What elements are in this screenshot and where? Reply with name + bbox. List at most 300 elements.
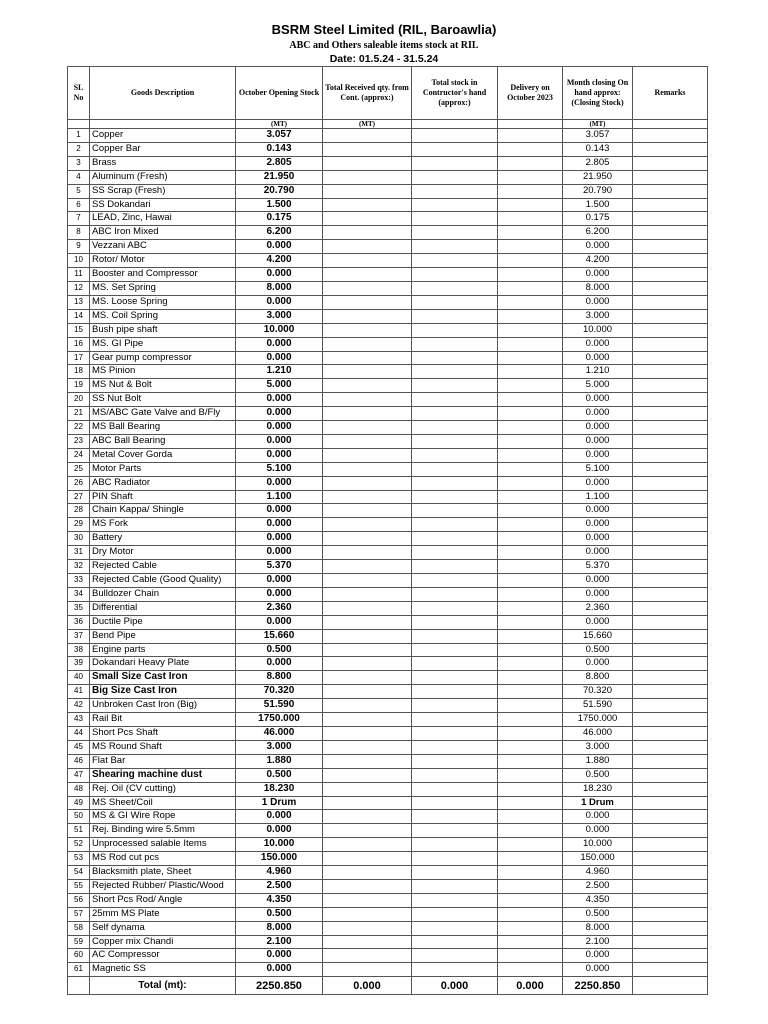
table-row [68, 240, 708, 254]
row-contractor-stock [412, 490, 498, 504]
row-opening-stock: 2.360 [236, 601, 323, 615]
row-description: Unprocessed salable Items [90, 838, 236, 852]
row-remarks [633, 268, 708, 282]
table-row [68, 129, 708, 143]
row-delivery [498, 601, 563, 615]
table-row [68, 935, 708, 949]
row-description: Copper Bar [90, 142, 236, 156]
row-received [323, 587, 412, 601]
col-sl-header: SL No [68, 67, 90, 120]
table-row [68, 226, 708, 240]
row-sl: 2 [68, 142, 90, 156]
row-sl: 54 [68, 866, 90, 880]
row-received [323, 407, 412, 421]
row-contractor-stock [412, 866, 498, 880]
table-row [68, 448, 708, 462]
col-desc-header: Goods Description [90, 67, 236, 120]
row-delivery [498, 490, 563, 504]
row-received [323, 615, 412, 629]
row-contractor-stock [412, 129, 498, 143]
row-received [323, 601, 412, 615]
row-opening-stock: 3.057 [236, 129, 323, 143]
row-delivery [498, 156, 563, 170]
row-remarks [633, 796, 708, 810]
row-remarks [633, 671, 708, 685]
row-received [323, 685, 412, 699]
table-row [68, 337, 708, 351]
row-opening-stock: 0.500 [236, 907, 323, 921]
row-contractor-stock [412, 240, 498, 254]
row-delivery [498, 587, 563, 601]
row-description: SS Nut Bolt [90, 393, 236, 407]
row-contractor-stock [412, 532, 498, 546]
row-received [323, 838, 412, 852]
row-contractor-stock [412, 782, 498, 796]
row-sl: 45 [68, 740, 90, 754]
row-opening-stock: 0.000 [236, 587, 323, 601]
row-sl: 25 [68, 462, 90, 476]
row-description: Chain Kappa/ Shingle [90, 504, 236, 518]
row-contractor-stock [412, 657, 498, 671]
row-delivery [498, 462, 563, 476]
row-delivery [498, 796, 563, 810]
row-received [323, 671, 412, 685]
row-remarks [633, 893, 708, 907]
row-remarks [633, 532, 708, 546]
row-delivery [498, 365, 563, 379]
row-description: Metal Cover Gorda [90, 448, 236, 462]
row-contractor-stock [412, 699, 498, 713]
row-received [323, 198, 412, 212]
row-closing-stock: 1.880 [563, 754, 633, 768]
row-contractor-stock [412, 852, 498, 866]
row-remarks [633, 407, 708, 421]
row-description: MS & GI Wire Rope [90, 810, 236, 824]
row-opening-stock: 51.590 [236, 699, 323, 713]
table-row [68, 532, 708, 546]
row-remarks [633, 281, 708, 295]
table-row [68, 170, 708, 184]
row-opening-stock: 2.805 [236, 156, 323, 170]
row-opening-stock: 0.000 [236, 448, 323, 462]
table-row [68, 407, 708, 421]
row-sl: 33 [68, 574, 90, 588]
row-delivery [498, 240, 563, 254]
row-description: Rejected Rubber/ Plastic/Wood [90, 879, 236, 893]
row-description: Bend Pipe [90, 629, 236, 643]
row-contractor-stock [412, 351, 498, 365]
row-remarks [633, 921, 708, 935]
row-sl: 47 [68, 768, 90, 782]
row-remarks [633, 295, 708, 309]
row-received [323, 254, 412, 268]
table-row [68, 907, 708, 921]
row-description: MS Rod cut pcs [90, 852, 236, 866]
row-opening-stock: 0.175 [236, 212, 323, 226]
row-delivery [498, 685, 563, 699]
row-sl: 43 [68, 713, 90, 727]
row-received [323, 643, 412, 657]
row-opening-stock: 5.000 [236, 379, 323, 393]
row-remarks [633, 184, 708, 198]
row-received [323, 309, 412, 323]
table-row [68, 323, 708, 337]
row-delivery [498, 879, 563, 893]
row-closing-stock: 0.000 [563, 518, 633, 532]
row-contractor-stock [412, 740, 498, 754]
col-received-header: Total Received qty. from Cont. (approx:) [323, 67, 412, 120]
row-description: MS Nut & Bolt [90, 379, 236, 393]
row-contractor-stock [412, 254, 498, 268]
row-closing-stock: 15.660 [563, 629, 633, 643]
row-delivery [498, 170, 563, 184]
row-sl: 22 [68, 421, 90, 435]
row-sl: 51 [68, 824, 90, 838]
table-row [68, 309, 708, 323]
table-row [68, 268, 708, 282]
col-delivery-header: Delivery on October 2023 [498, 67, 563, 120]
unit-closing: (MT) [563, 120, 633, 129]
row-remarks [633, 212, 708, 226]
row-remarks [633, 601, 708, 615]
row-received [323, 740, 412, 754]
table-row [68, 754, 708, 768]
row-remarks [633, 963, 708, 977]
units-row [68, 120, 708, 129]
row-delivery [498, 281, 563, 295]
row-opening-stock: 0.000 [236, 476, 323, 490]
row-contractor-stock [412, 949, 498, 963]
row-closing-stock: 5.370 [563, 560, 633, 574]
row-delivery [498, 309, 563, 323]
row-opening-stock: 0.000 [236, 657, 323, 671]
row-sl: 41 [68, 685, 90, 699]
row-contractor-stock [412, 518, 498, 532]
row-description: Booster and Compressor [90, 268, 236, 282]
row-delivery [498, 226, 563, 240]
row-remarks [633, 518, 708, 532]
table-row [68, 295, 708, 309]
row-received [323, 323, 412, 337]
row-delivery [498, 546, 563, 560]
col-opening-header: October Opening Stock [236, 67, 323, 120]
row-closing-stock: 0.143 [563, 142, 633, 156]
row-sl: 32 [68, 560, 90, 574]
table-header-row [68, 67, 708, 120]
row-sl: 3 [68, 156, 90, 170]
row-contractor-stock [412, 824, 498, 838]
row-delivery [498, 476, 563, 490]
row-delivery [498, 518, 563, 532]
row-received [323, 907, 412, 921]
row-contractor-stock [412, 754, 498, 768]
row-contractor-stock [412, 421, 498, 435]
row-closing-stock: 150.000 [563, 852, 633, 866]
row-contractor-stock [412, 810, 498, 824]
row-description: ABC Radiator [90, 476, 236, 490]
row-description: Copper [90, 129, 236, 143]
row-delivery [498, 421, 563, 435]
row-closing-stock: 51.590 [563, 699, 633, 713]
row-received [323, 434, 412, 448]
row-delivery [498, 671, 563, 685]
row-delivery [498, 699, 563, 713]
row-sl: 12 [68, 281, 90, 295]
row-closing-stock: 5.000 [563, 379, 633, 393]
row-description: Blacksmith plate, Sheet [90, 866, 236, 880]
row-closing-stock: 0.000 [563, 574, 633, 588]
row-description: Shearing machine dust [90, 768, 236, 782]
row-closing-stock: 4.350 [563, 893, 633, 907]
row-contractor-stock [412, 643, 498, 657]
row-opening-stock: 2.500 [236, 879, 323, 893]
row-remarks [633, 838, 708, 852]
row-description: Aluminum (Fresh) [90, 170, 236, 184]
row-received [323, 866, 412, 880]
row-remarks [633, 546, 708, 560]
unit-received: (MT) [323, 120, 412, 129]
row-received [323, 768, 412, 782]
row-received [323, 281, 412, 295]
col-remarks-header: Remarks [633, 67, 708, 120]
row-delivery [498, 295, 563, 309]
row-contractor-stock [412, 309, 498, 323]
row-remarks [633, 949, 708, 963]
row-contractor-stock [412, 212, 498, 226]
row-received [323, 268, 412, 282]
row-closing-stock: 0.000 [563, 532, 633, 546]
table-row [68, 879, 708, 893]
row-description: Battery [90, 532, 236, 546]
table-row [68, 560, 708, 574]
row-remarks [633, 393, 708, 407]
row-description: ABC Ball Bearing [90, 434, 236, 448]
row-contractor-stock [412, 671, 498, 685]
row-contractor-stock [412, 587, 498, 601]
row-closing-stock: 0.000 [563, 393, 633, 407]
row-delivery [498, 615, 563, 629]
row-delivery [498, 866, 563, 880]
row-received [323, 852, 412, 866]
row-remarks [633, 587, 708, 601]
row-delivery [498, 824, 563, 838]
row-remarks [633, 657, 708, 671]
row-received [323, 156, 412, 170]
table-row [68, 949, 708, 963]
row-remarks [633, 129, 708, 143]
row-sl: 34 [68, 587, 90, 601]
row-received [323, 560, 412, 574]
row-delivery [498, 254, 563, 268]
row-opening-stock: 0.000 [236, 407, 323, 421]
row-remarks [633, 198, 708, 212]
row-received [323, 546, 412, 560]
row-closing-stock: 1750.000 [563, 713, 633, 727]
table-row [68, 615, 708, 629]
row-delivery [498, 921, 563, 935]
row-opening-stock: 0.000 [236, 393, 323, 407]
table-row [68, 490, 708, 504]
row-sl: 23 [68, 434, 90, 448]
row-received [323, 490, 412, 504]
row-delivery [498, 810, 563, 824]
row-closing-stock: 6.200 [563, 226, 633, 240]
row-remarks [633, 337, 708, 351]
row-description: Bush pipe shaft [90, 323, 236, 337]
row-delivery [498, 949, 563, 963]
row-closing-stock: 3.057 [563, 129, 633, 143]
row-sl: 59 [68, 935, 90, 949]
row-sl: 48 [68, 782, 90, 796]
row-closing-stock: 46.000 [563, 726, 633, 740]
row-remarks [633, 824, 708, 838]
row-received [323, 184, 412, 198]
row-opening-stock: 4.960 [236, 866, 323, 880]
row-delivery [498, 768, 563, 782]
total-delivery: 0.000 [498, 977, 563, 995]
total-received: 0.000 [323, 977, 412, 995]
row-remarks [633, 713, 708, 727]
row-remarks [633, 448, 708, 462]
row-closing-stock: 10.000 [563, 323, 633, 337]
row-sl: 4 [68, 170, 90, 184]
row-sl: 42 [68, 699, 90, 713]
row-contractor-stock [412, 685, 498, 699]
row-sl: 17 [68, 351, 90, 365]
row-opening-stock: 1.880 [236, 754, 323, 768]
row-description: Small Size Cast Iron [90, 671, 236, 685]
row-opening-stock: 0.000 [236, 963, 323, 977]
row-closing-stock: 3.000 [563, 740, 633, 754]
row-received [323, 295, 412, 309]
row-opening-stock: 0.000 [236, 337, 323, 351]
row-remarks [633, 323, 708, 337]
row-opening-stock: 3.000 [236, 740, 323, 754]
row-description: Copper mix Chandi [90, 935, 236, 949]
row-delivery [498, 629, 563, 643]
table-row [68, 365, 708, 379]
row-opening-stock: 150.000 [236, 852, 323, 866]
row-contractor-stock [412, 281, 498, 295]
row-sl: 8 [68, 226, 90, 240]
row-sl: 52 [68, 838, 90, 852]
row-received [323, 337, 412, 351]
row-opening-stock: 0.000 [236, 434, 323, 448]
table-row [68, 671, 708, 685]
row-received [323, 574, 412, 588]
row-remarks [633, 699, 708, 713]
row-delivery [498, 434, 563, 448]
row-sl: 61 [68, 963, 90, 977]
row-description: MS. Coil Spring [90, 309, 236, 323]
table-row [68, 921, 708, 935]
table-row [68, 142, 708, 156]
row-sl: 24 [68, 448, 90, 462]
row-contractor-stock [412, 726, 498, 740]
row-remarks [633, 476, 708, 490]
row-delivery [498, 782, 563, 796]
row-remarks [633, 421, 708, 435]
row-sl: 28 [68, 504, 90, 518]
row-description: Magnetic SS [90, 963, 236, 977]
total-label: Total (mt): [90, 977, 236, 995]
row-delivery [498, 268, 563, 282]
row-opening-stock: 0.000 [236, 824, 323, 838]
row-received [323, 421, 412, 435]
row-received [323, 379, 412, 393]
total-opening: 2250.850 [236, 977, 323, 995]
col-contractor-header: Total stock in Contructor's hand (approx:) [412, 67, 498, 120]
row-received [323, 629, 412, 643]
row-closing-stock: 8.000 [563, 281, 633, 295]
table-row [68, 574, 708, 588]
row-opening-stock: 0.000 [236, 546, 323, 560]
row-closing-stock: 8.000 [563, 921, 633, 935]
row-delivery [498, 726, 563, 740]
row-description: MS. Set Spring [90, 281, 236, 295]
total-row [68, 977, 708, 995]
row-opening-stock: 1750.000 [236, 713, 323, 727]
row-sl: 29 [68, 518, 90, 532]
row-contractor-stock [412, 142, 498, 156]
col-closing-header: Month closing On hand approx: (Closing Stock) [563, 67, 633, 120]
row-contractor-stock [412, 796, 498, 810]
row-opening-stock: 10.000 [236, 323, 323, 337]
row-closing-stock: 0.000 [563, 434, 633, 448]
row-opening-stock: 21.950 [236, 170, 323, 184]
row-closing-stock: 1.500 [563, 198, 633, 212]
row-delivery [498, 212, 563, 226]
table-row [68, 713, 708, 727]
row-sl: 31 [68, 546, 90, 560]
row-delivery [498, 657, 563, 671]
row-remarks [633, 879, 708, 893]
row-contractor-stock [412, 629, 498, 643]
row-received [323, 518, 412, 532]
row-delivery [498, 907, 563, 921]
row-description: Rail Bit [90, 713, 236, 727]
row-closing-stock: 70.320 [563, 685, 633, 699]
row-remarks [633, 240, 708, 254]
row-sl: 46 [68, 754, 90, 768]
row-closing-stock: 0.000 [563, 351, 633, 365]
row-received [323, 657, 412, 671]
row-description: ABC Iron Mixed [90, 226, 236, 240]
row-sl: 26 [68, 476, 90, 490]
row-opening-stock: 5.370 [236, 560, 323, 574]
row-contractor-stock [412, 574, 498, 588]
row-opening-stock: 0.000 [236, 421, 323, 435]
row-description: Unbroken Cast Iron (Big) [90, 699, 236, 713]
row-delivery [498, 574, 563, 588]
row-delivery [498, 351, 563, 365]
row-contractor-stock [412, 393, 498, 407]
row-remarks [633, 379, 708, 393]
row-sl: 9 [68, 240, 90, 254]
row-closing-stock: 21.950 [563, 170, 633, 184]
row-opening-stock: 0.000 [236, 240, 323, 254]
row-contractor-stock [412, 379, 498, 393]
row-contractor-stock [412, 365, 498, 379]
row-received [323, 448, 412, 462]
row-opening-stock: 8.000 [236, 921, 323, 935]
row-delivery [498, 323, 563, 337]
row-description: MS Sheet/Coil [90, 796, 236, 810]
table-row [68, 810, 708, 824]
row-contractor-stock [412, 184, 498, 198]
row-contractor-stock [412, 838, 498, 852]
row-delivery [498, 740, 563, 754]
